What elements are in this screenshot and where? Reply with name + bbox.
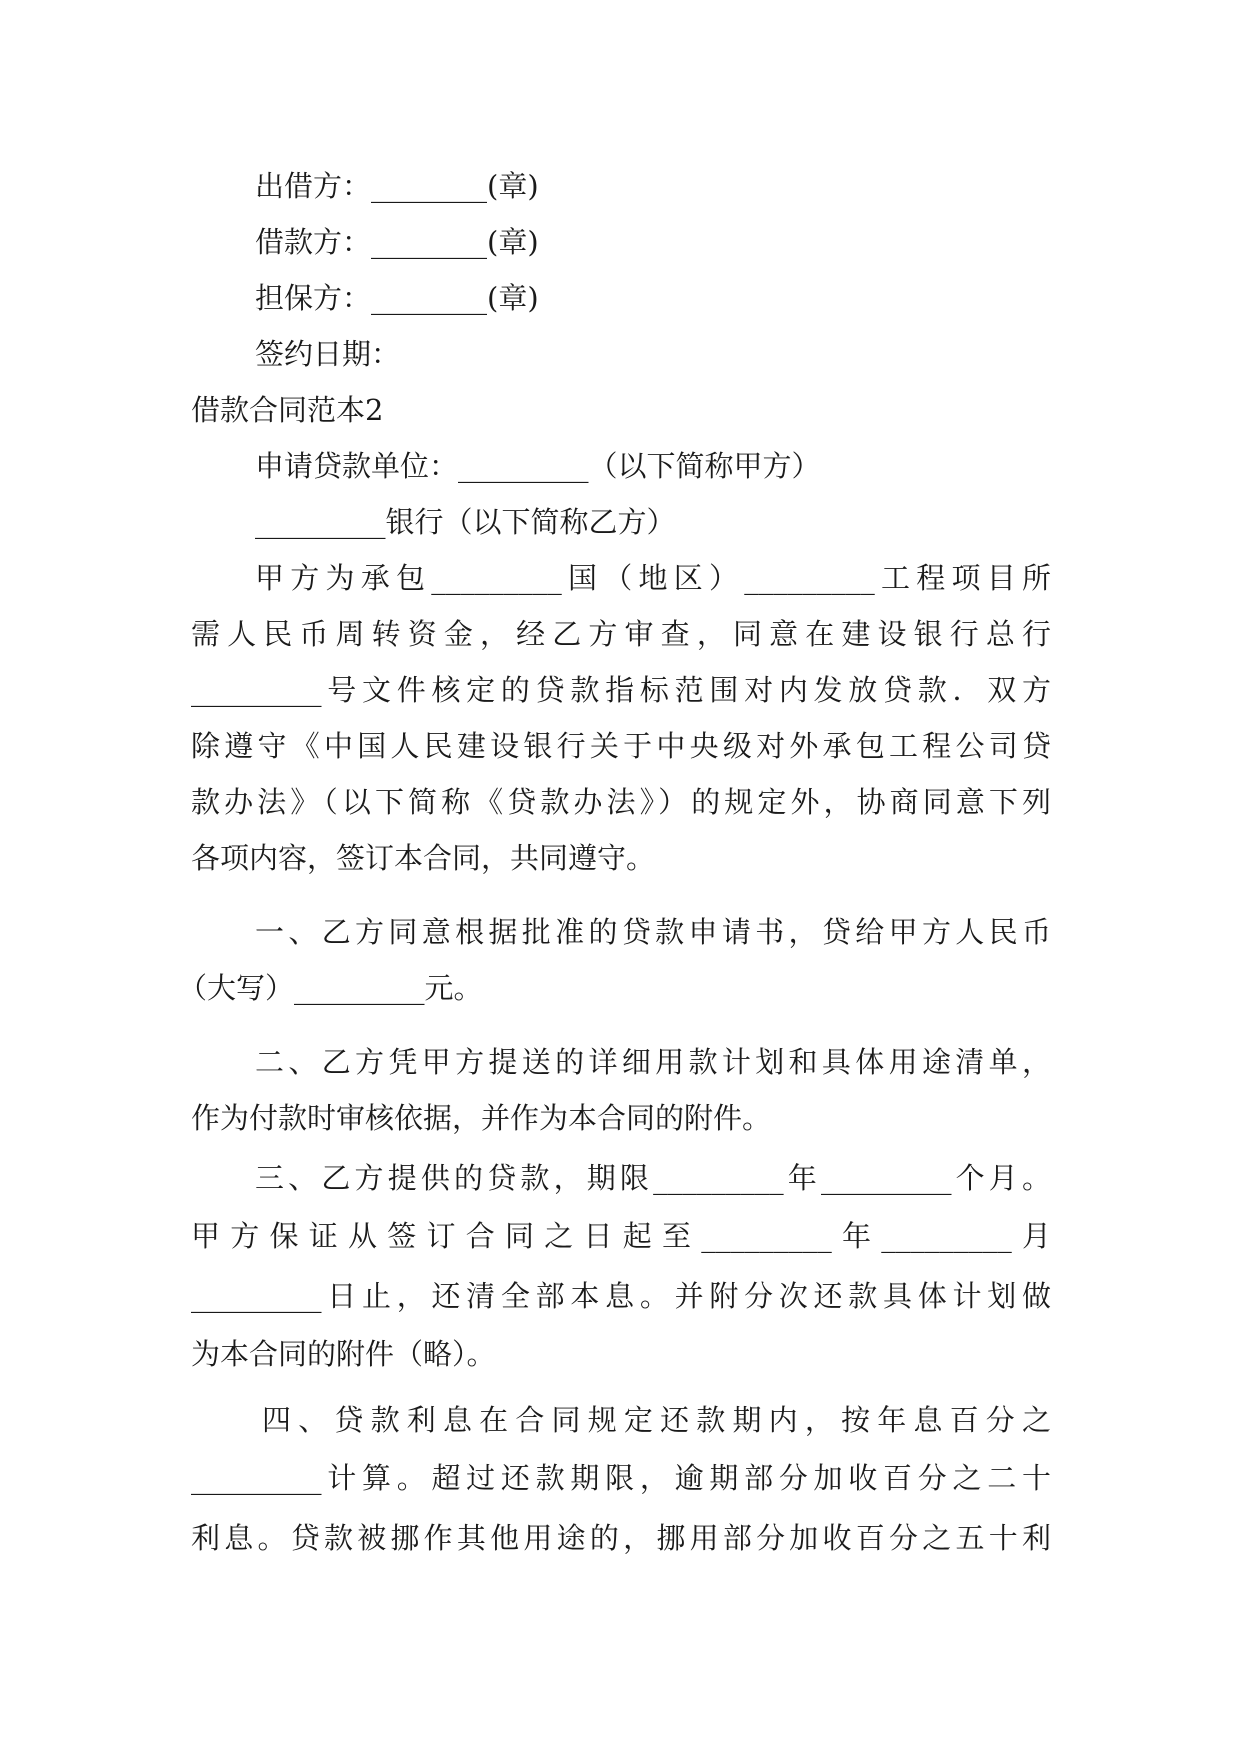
borrower-signature-line: 借款方：________(章) — [255, 225, 539, 259]
intro-line: 甲方为承包_________国（地区）_________工程项目所 — [255, 561, 1051, 595]
intro-line: _________号文件核定的贷款指标范围对内发放贷款．双方 — [191, 673, 1051, 707]
signing-date-line: 签约日期： — [255, 337, 401, 371]
clause-4-line: 利息。贷款被挪作其他用途的，挪用部分加收百分之五十利 — [191, 1521, 1051, 1555]
clause-1-line: 一、乙方同意根据批准的贷款申请书，贷给甲方人民币 — [255, 915, 1051, 949]
clause-1-line: （大写）_________元。 — [178, 971, 483, 1005]
applicant-line: 申请贷款单位：_________（以下简称甲方） — [255, 449, 821, 483]
clause-2-line: 二、乙方凭甲方提送的详细用款计划和具体用途清单， — [255, 1045, 1051, 1079]
clause-3-line: _________日止，还清全部本息。并附分次还款具体计划做 — [191, 1279, 1051, 1313]
lender-signature-line: 出借方：________(章) — [255, 169, 539, 203]
clause-3-line: 三、乙方提供的贷款，期限_________年_________个月。 — [255, 1161, 1051, 1195]
intro-line: 各项内容，签订本合同，共同遵守。 — [191, 841, 656, 875]
clause-4-line: 四、贷款利息在合同规定还款期内，按年息百分之 — [262, 1403, 1051, 1437]
intro-line: 除遵守《中国人民建设银行关于中央级对外承包工程公司贷 — [191, 729, 1051, 763]
intro-line: 需人民币周转资金，经乙方审查，同意在建设银行总行 — [191, 617, 1051, 651]
clause-3-line: 甲方保证从签订合同之日起至_________年_________月 — [191, 1219, 1051, 1253]
clause-2-line: 作为付款时审核依据，并作为本合同的附件。 — [191, 1101, 772, 1135]
intro-line: 款办法》（以下简称《贷款办法》）的规定外，协商同意下列 — [191, 785, 1051, 819]
clause-4-line: _________计算。超过还款期限，逾期部分加收百分之二十 — [191, 1461, 1051, 1495]
bank-line: _________银行（以下简称乙方） — [255, 505, 676, 539]
clause-3-line: 为本合同的附件（略）。 — [191, 1337, 496, 1371]
guarantor-signature-line: 担保方：________(章) — [255, 281, 539, 315]
section-title: 借款合同范本2 — [191, 393, 384, 427]
